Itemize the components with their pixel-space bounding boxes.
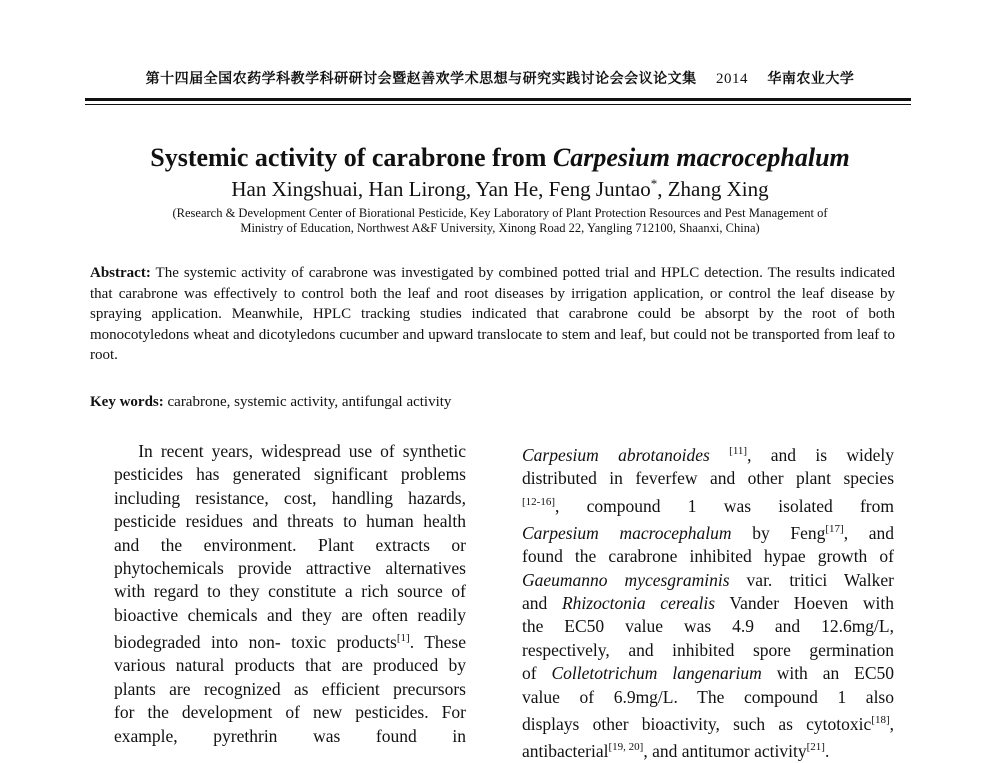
affiliation-line-1: (Research & Development Center of Biorational Pesticide, Key Laboratory of Plant Protection Resources and Pest Management of <box>172 206 828 220</box>
text-span: , and antitumor activity <box>643 741 807 762</box>
right-line <box>522 491 894 518</box>
header-rule-thin <box>85 104 911 105</box>
corresponding-author-mark: * <box>650 176 658 191</box>
text-span: , compound 1 was isolated from <box>555 495 894 516</box>
left-line: bioactive chemicals and they are often readily <box>114 604 466 625</box>
affiliation-line-2: Ministry of Education, Northwest A&F University, Xinong Road 22, Yangling 712100, Shaanxi, China) <box>240 221 760 235</box>
text-span: , and <box>843 522 894 543</box>
header-university: 华南农业大学 <box>767 71 855 87</box>
title-prefix: Systemic activity of carabrone from <box>150 143 553 172</box>
authors-last: , Zhang Xing <box>657 177 769 201</box>
right-line <box>522 736 894 763</box>
text-span: , <box>889 713 894 734</box>
right-line: found the carabrone inhibited hypae growth of <box>522 546 894 567</box>
left-line: with regard to they constitute a rich source of <box>114 581 466 602</box>
left-line: pesticide residues and threats to human health <box>114 511 466 532</box>
right-line <box>522 709 894 736</box>
left-line: example, pyrethrin was found in <box>114 725 466 746</box>
authors <box>0 176 1000 202</box>
right-line: the EC50 value was 4.9 and 12.6mg/L, <box>522 616 894 637</box>
citation: [12-16] <box>522 495 555 508</box>
keywords-label: Key words: <box>90 394 164 410</box>
citation: [18] <box>871 713 890 726</box>
affiliation <box>90 206 910 236</box>
right-line <box>522 662 894 685</box>
citation: [1] <box>396 632 410 645</box>
left-line: pesticides has generated significant problems <box>114 464 466 485</box>
authors-main: Han Xingshuai, Han Lirong, Yan He, Feng Juntao <box>231 177 651 201</box>
left-line: for the development of new pesticides. For <box>114 702 466 723</box>
text-span: of <box>522 663 552 684</box>
text-span: with an EC50 <box>761 663 894 684</box>
left-line: In recent years, widespread use of synthetic <box>114 441 466 461</box>
citation: [11] <box>729 445 748 457</box>
right-line <box>522 569 894 592</box>
text-span: antibacterial <box>522 741 609 762</box>
right-line: distributed in feverfew and other plant species <box>522 468 894 489</box>
body-column-left <box>114 440 466 748</box>
keywords-text: carabrone, systemic activity, antifungal activity <box>163 394 452 410</box>
text-span: var. tritici Walker <box>729 569 895 590</box>
text-span: Vander Hoeven with <box>715 592 894 613</box>
header-rule-thick <box>85 98 911 101</box>
abstract-label: Abstract: <box>90 265 151 281</box>
keywords <box>90 394 895 411</box>
left-line: phytochemicals provide attractive alternatives <box>114 558 466 579</box>
right-line: value of 6.9mg/L. The compound 1 also <box>522 686 894 707</box>
species-name: Carpesium abrotanoides <box>522 444 710 465</box>
body-column-right <box>522 440 894 763</box>
right-line <box>522 592 894 615</box>
citation: [21] <box>806 741 825 754</box>
text-span: and <box>522 592 562 613</box>
species-name: Colletotrichum langenarium <box>551 663 762 684</box>
left-line: and the environment. Plant extracts or <box>114 534 466 555</box>
text-span: , and is widely <box>747 444 894 465</box>
abstract-text: The systemic activity of carabrone was investigated by combined potted trial and HPLC detection. The results indicated that carabrone was effectively to control both the leaf and root diseases by irrigation application, or control the leaf disease by spraying application. Meanwhile, HPLC tracking studies indicated that carabrone could be absorpt by the root of both monocotyledons wheat and dicotyledons cucumber and upward translocate to stem and leaf, but could not be transported from leaf to root. <box>90 265 895 364</box>
right-line: respectively, and inhibited spore germination <box>522 639 894 660</box>
species-name: Rhizoctonia cerealis <box>561 592 716 613</box>
left-line: plants are recognized as efficient precursors <box>114 678 466 699</box>
citation: [19, 20] <box>608 741 644 754</box>
species-name: Carpesium macrocephalum <box>522 522 732 543</box>
text-span: . <box>824 741 830 762</box>
left-line: biodegraded into non- toxic products[1]. These <box>114 632 466 653</box>
paper-title <box>0 143 1000 173</box>
right-line <box>522 518 894 545</box>
title-species: Carpesium macrocephalum <box>552 143 850 172</box>
species-name: Gaeumanno mycesgraminis <box>522 569 730 590</box>
right-line <box>522 440 894 467</box>
text-span: displays other bioactivity, such as cytotoxic <box>522 713 872 734</box>
running-header <box>0 68 1000 88</box>
text-span: by Feng <box>731 522 826 543</box>
citation: [17] <box>825 522 844 535</box>
left-line: various natural products that are produced by <box>114 655 466 676</box>
left-line: including resistance, cost, handling hazards, <box>114 487 466 508</box>
abstract <box>90 263 895 366</box>
header-cn-title: 第十四届全国农药学科教学科研研讨会暨赵善欢学术思想与研究实践讨论会会议论文集 <box>145 71 697 87</box>
header-year: 2014 <box>716 71 748 87</box>
